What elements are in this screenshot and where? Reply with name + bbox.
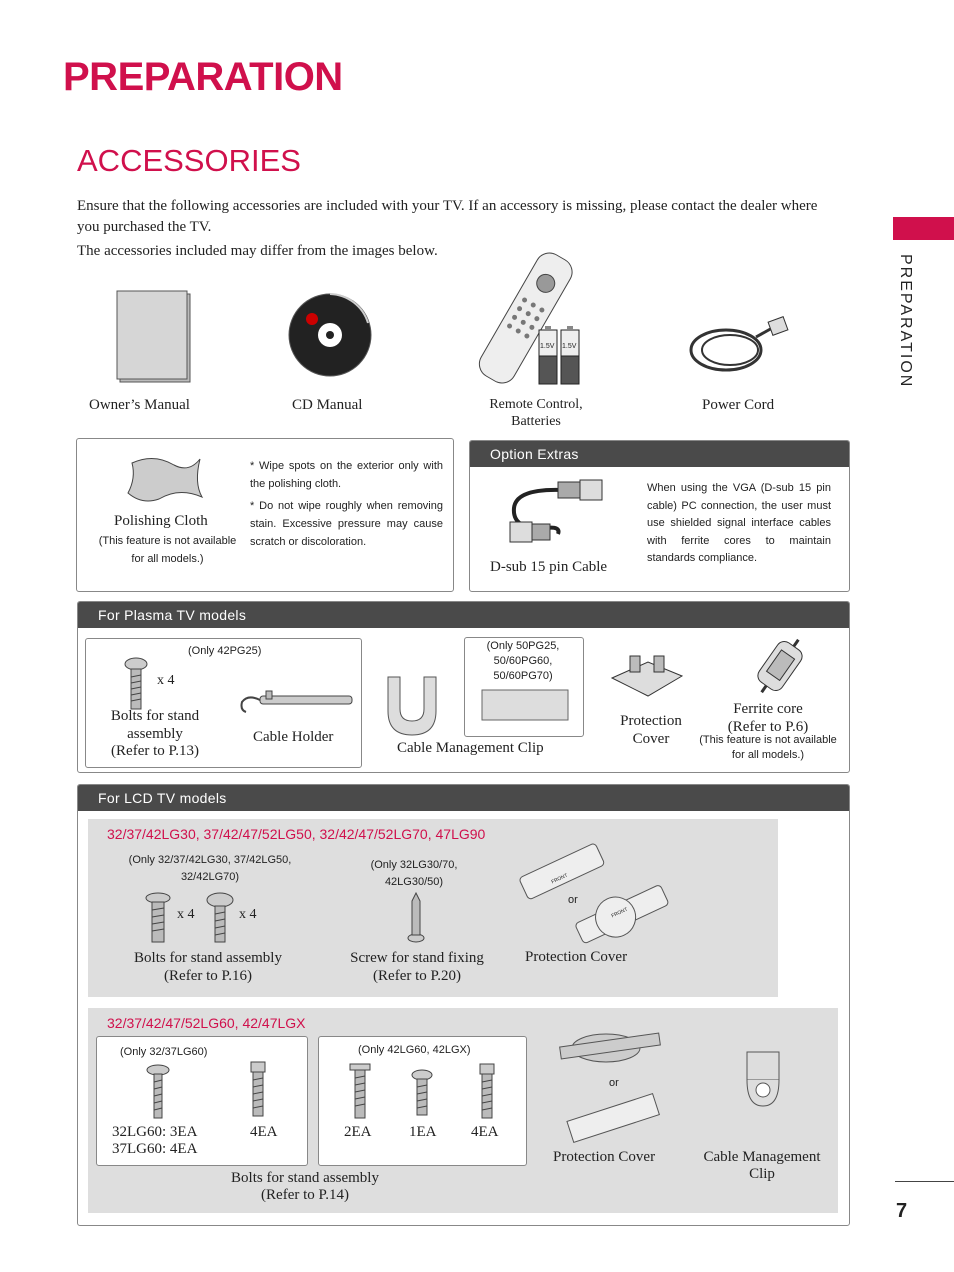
polishing-bullet-2: * Do not wipe roughly when removing stain. Excessive pressure may cause scratch or discoloration. — [250, 500, 443, 548]
bolt-icon — [124, 657, 148, 711]
plasma-bolts-line3: (Refer to P.13) — [111, 743, 199, 759]
lcd-clip-line2: Clip — [749, 1166, 775, 1182]
lcd-c-qty-right: 4EA — [250, 1124, 278, 1140]
page-number-rule — [895, 1181, 954, 1182]
lcd-bolts-label — [118, 949, 298, 985]
ferrite-core-line2: (Refer to P.6) — [727, 719, 809, 735]
plasma-50pg-line3: 50/60PG70) — [493, 670, 553, 682]
ferrite-note-line2: for all models.) — [731, 749, 805, 761]
plasma-protection-line1: Protection — [620, 713, 682, 729]
screw-icon — [406, 893, 426, 943]
cd-manual-icon — [288, 293, 372, 377]
plasma-42pg25-note: (Only 42PG25) — [188, 645, 262, 657]
lcd-or2-label: or — [609, 1077, 619, 1089]
section-title: ACCESSORIES — [77, 143, 301, 178]
cable-clip-icon — [743, 1050, 783, 1110]
dsub-cable-note: When using the VGA (D-sub 15 pin cable) PC connection, the user must use shielded signal interface cables with ferrite cores to maintain standards compliance. — [647, 482, 831, 564]
lcd-bolts2-label — [200, 1170, 410, 1204]
bolt-icon — [206, 892, 234, 944]
bolt-icon — [146, 1064, 170, 1120]
owners-manual-label: Owner’s Manual — [89, 397, 190, 413]
intro-note: The accessories included may differ from the images below. — [77, 243, 438, 259]
plasma-bolts-line1: Bolts for stand — [110, 708, 200, 724]
remote-label — [466, 396, 606, 430]
battery-label-2: 1.5V — [562, 343, 577, 350]
lcd-group1-note-b — [352, 857, 476, 891]
polishing-note-line1: (This feature is not available — [98, 535, 237, 547]
polishing-cloth-note — [90, 532, 245, 568]
lcd-d-qty-3: 4EA — [471, 1124, 499, 1140]
lcd-models-header: For LCD TV models — [78, 785, 849, 811]
remote-label-line1: Remote Control, — [489, 397, 583, 412]
plasma-protection-label — [606, 712, 696, 748]
page-number: 7 — [896, 1200, 908, 1222]
side-tab-marker — [893, 217, 954, 240]
front-label-1: FRONT — [550, 872, 569, 886]
lcd-c-qty-line1: 32LG60: 3EA — [112, 1124, 198, 1140]
lcd-clip-line1: Cable Management — [703, 1149, 821, 1165]
lcd-d-qty-1: 2EA — [344, 1124, 372, 1140]
polishing-note-line2: for all models.) — [131, 553, 204, 565]
plasma-bolt-qty: x 4 — [157, 673, 175, 688]
front-label-2: FRONT — [610, 906, 629, 920]
lcd-bolt-qty-b: x 4 — [239, 907, 257, 922]
dsub-cable-icon — [506, 478, 606, 548]
bolt-icon — [145, 892, 171, 944]
bolt-icon — [348, 1064, 372, 1120]
lcd-note-a-line1: (Only 32/37/42LG30, 37/42LG50, — [128, 854, 292, 866]
remote-label-line2: Batteries — [511, 414, 561, 429]
plasma-50pg-line1: (Only 50PG25, — [486, 640, 560, 652]
plasma-50pg-note — [466, 639, 580, 684]
ferrite-core-line1: Ferrite core — [733, 701, 803, 717]
polishing-cloth-label: Polishing Cloth — [114, 513, 208, 529]
lcd-bolts2-line1: Bolts for stand assembly — [231, 1170, 379, 1186]
ferrite-core-note — [692, 733, 844, 763]
lcd-group2-title: 32/37/42/47/52LG60, 42/47LGX — [107, 1015, 306, 1031]
lcd-screw-label — [335, 949, 499, 985]
cable-clip-icon — [382, 673, 442, 739]
plasma-models-header: For Plasma TV models — [78, 602, 849, 628]
power-cord-icon — [686, 315, 796, 375]
lcd-c-qty-line2: 37LG60: 4EA — [112, 1141, 198, 1157]
lcd-screw-line1: Screw for stand fixing — [350, 950, 484, 966]
intro-text: Ensure that the following accessories are included with your TV. If an accessory is missing, please contact the dealer where you purchased the TV. — [77, 198, 818, 235]
option-extras-header: Option Extras — [470, 441, 849, 467]
side-tab-label: PREPARATION — [897, 254, 914, 389]
cable-holder-label: Cable Holder — [253, 729, 334, 745]
protection-cover-icon — [608, 652, 686, 700]
cable-clip-bar-icon — [482, 690, 570, 722]
lcd-protection-label: Protection Cover — [525, 949, 628, 965]
ferrite-core-label — [716, 700, 820, 736]
lcd-protection2-label: Protection Cover — [553, 1149, 656, 1165]
battery-label-1: 1.5V — [540, 343, 555, 350]
lcd-c-qty — [112, 1124, 197, 1158]
lcd-note-b-line2: 42LG30/50) — [384, 876, 444, 888]
bolt-icon — [248, 1062, 268, 1118]
dsub-cable-label: D-sub 15 pin Cable — [490, 559, 608, 575]
lcd-bolts-line2: (Refer to P.16) — [164, 968, 252, 984]
lcd-screw-line2: (Refer to P.20) — [373, 968, 461, 984]
lcd-32-37lg60-note: (Only 32/37LG60) — [120, 1046, 208, 1058]
lcd-bolts-line1: Bolts for stand assembly — [134, 950, 282, 966]
plasma-bolts-label — [96, 708, 214, 761]
polishing-bullet-1: * Wipe spots on the exterior only with the polishing cloth. — [250, 460, 443, 490]
cable-holder-icon — [238, 688, 354, 716]
ferrite-core-icon — [752, 634, 808, 698]
battery-icon — [539, 326, 581, 384]
protection-cover-icon — [516, 848, 666, 944]
lcd-group1-title: 32/37/42LG30, 37/42/47/52LG50, 32/42/47/52LG70, 47LG90 — [107, 826, 486, 842]
plasma-protection-line2: Cover — [632, 731, 670, 747]
page-title: PREPARATION — [63, 55, 343, 99]
plasma-bolts-line2: assembly — [127, 725, 183, 742]
plasma-50pg-line2: 50/60PG60, — [493, 655, 553, 667]
bolt-icon — [477, 1064, 497, 1120]
lcd-clip-label — [690, 1149, 834, 1183]
bolt-icon — [411, 1070, 433, 1116]
owners-manual-icon — [117, 291, 192, 383]
lcd-42lg60-note: (Only 42LG60, 42LGX) — [358, 1044, 471, 1056]
lcd-d-qty-2: 1EA — [409, 1124, 437, 1140]
lcd-or-label: or — [568, 894, 578, 906]
lcd-bolt-qty-a: x 4 — [177, 907, 195, 922]
ferrite-note-line1: (This feature is not available — [699, 734, 837, 746]
cd-manual-label: CD Manual — [292, 397, 363, 413]
lcd-note-b-line1: (Only 32LG30/70, — [370, 859, 458, 871]
power-cord-label: Power Cord — [702, 397, 775, 413]
lcd-group1-note-a — [110, 852, 310, 886]
cable-clip-label: Cable Management Clip — [397, 740, 544, 756]
lcd-bolts2-line2: (Refer to P.14) — [261, 1187, 349, 1203]
polishing-cloth-icon — [124, 453, 204, 503]
lcd-note-a-line2: 32/42LG70) — [180, 871, 240, 883]
